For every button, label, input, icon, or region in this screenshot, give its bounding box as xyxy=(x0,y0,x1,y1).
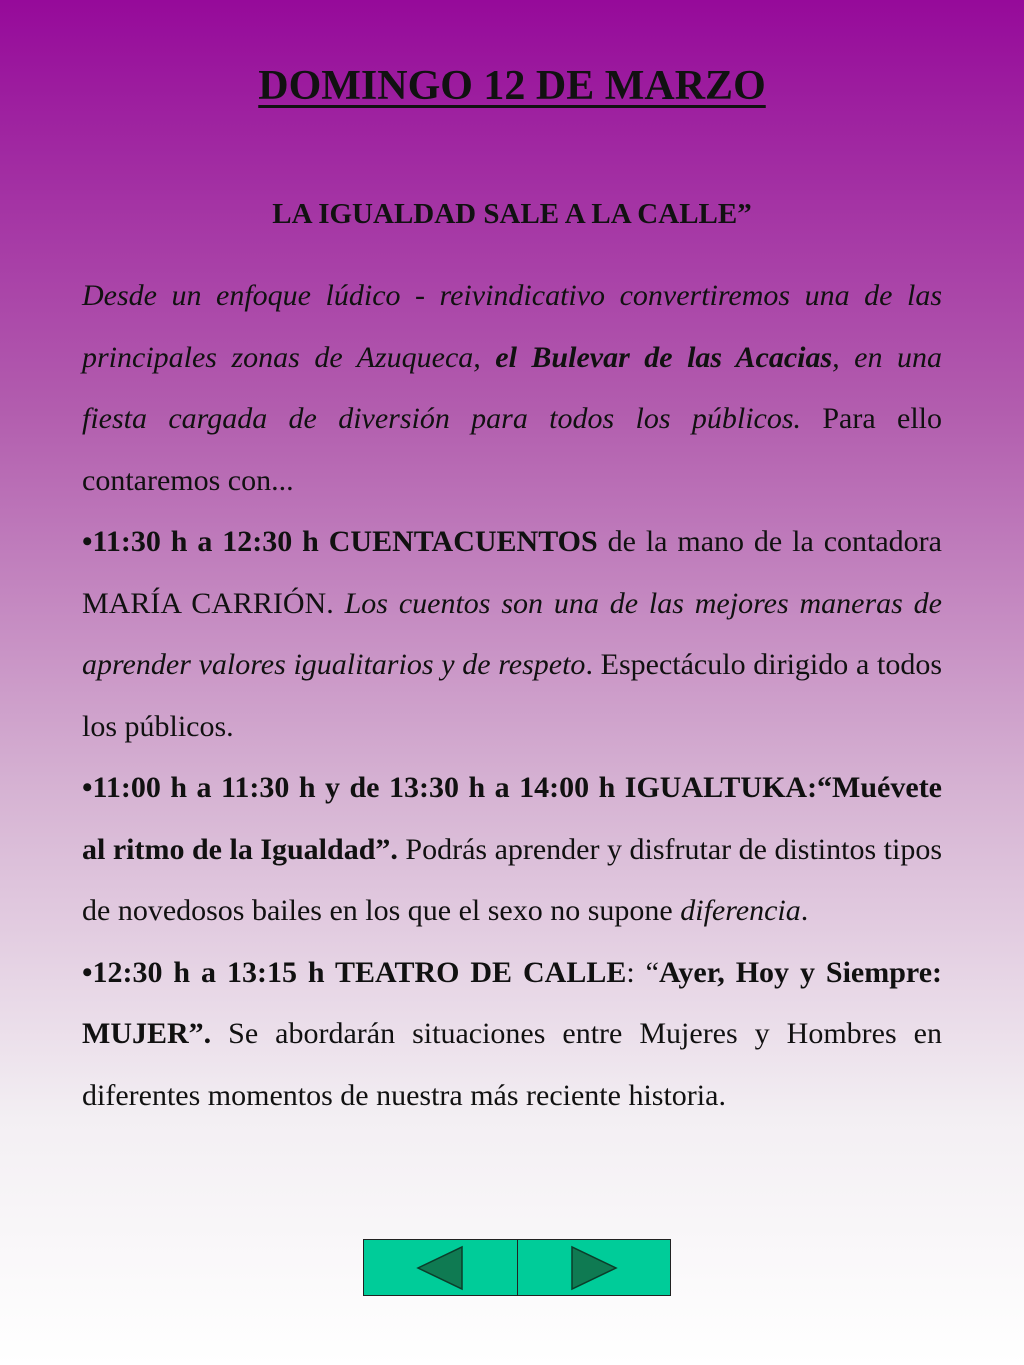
item-text: : “ xyxy=(626,955,659,989)
item-text: . xyxy=(800,894,809,927)
item-italic: Los cuentos son una de las mejores maneras de aprender valores igualitarios y de respeto xyxy=(82,586,942,681)
page-title: DOMINGO 12 DE MARZO xyxy=(258,63,766,109)
intro-text-1: Desde un enfoque lúdico - reivindicativo convertiremos una de las principales zonas de Azuqueca, xyxy=(82,279,942,374)
item-teatro xyxy=(82,942,942,1127)
triangle-left-icon xyxy=(416,1245,464,1291)
intro-text-4: Para ello contaremos con... xyxy=(82,402,942,497)
item-time: •11:00 h a 11:30 h y de 13:30 h a 14:00 h IGUALTUKA:“Muévete al ritmo de la Igualdad”. xyxy=(82,771,942,866)
item-bold: Ayer, Hoy y Siempre: MUJER”. xyxy=(82,955,942,1050)
previous-button[interactable] xyxy=(364,1240,517,1295)
intro-text-3: , en una fiesta cargada de diversión para todos los públicos. xyxy=(82,340,942,435)
item-time: •11:30 h a 12:30 h CUENTACUENTOS xyxy=(82,525,598,558)
item-text: de la mano de la contadora MARÍA CARRIÓN. xyxy=(82,525,942,620)
intro-bulevar: el Bulevar de las Acacias xyxy=(495,340,833,374)
triangle-right-icon xyxy=(570,1245,618,1291)
item-text: Se abordarán situaciones entre Mujeres y Hombres en diferentes momentos de nuestra más reciente historia. xyxy=(82,1017,942,1112)
intro-paragraph xyxy=(82,265,942,511)
item-text: Podrás aprender y disfrutar de distintos tipos de novedosos bailes en los que el sexo no supone xyxy=(82,832,942,927)
item-text: . Espectáculo dirigido a todos los públicos. xyxy=(82,648,942,743)
next-button[interactable] xyxy=(517,1240,671,1295)
item-cuentacuentos xyxy=(82,511,942,757)
nav-bar xyxy=(363,1239,671,1296)
body-text xyxy=(82,265,942,1126)
subtitle: LA IGUALDAD SALE A LA CALLE” xyxy=(272,198,752,230)
item-igualtuka xyxy=(82,757,942,942)
item-time: •12:30 h a 13:15 h TEATRO DE CALLE xyxy=(82,955,627,989)
item-italic: diferencia xyxy=(680,894,801,927)
